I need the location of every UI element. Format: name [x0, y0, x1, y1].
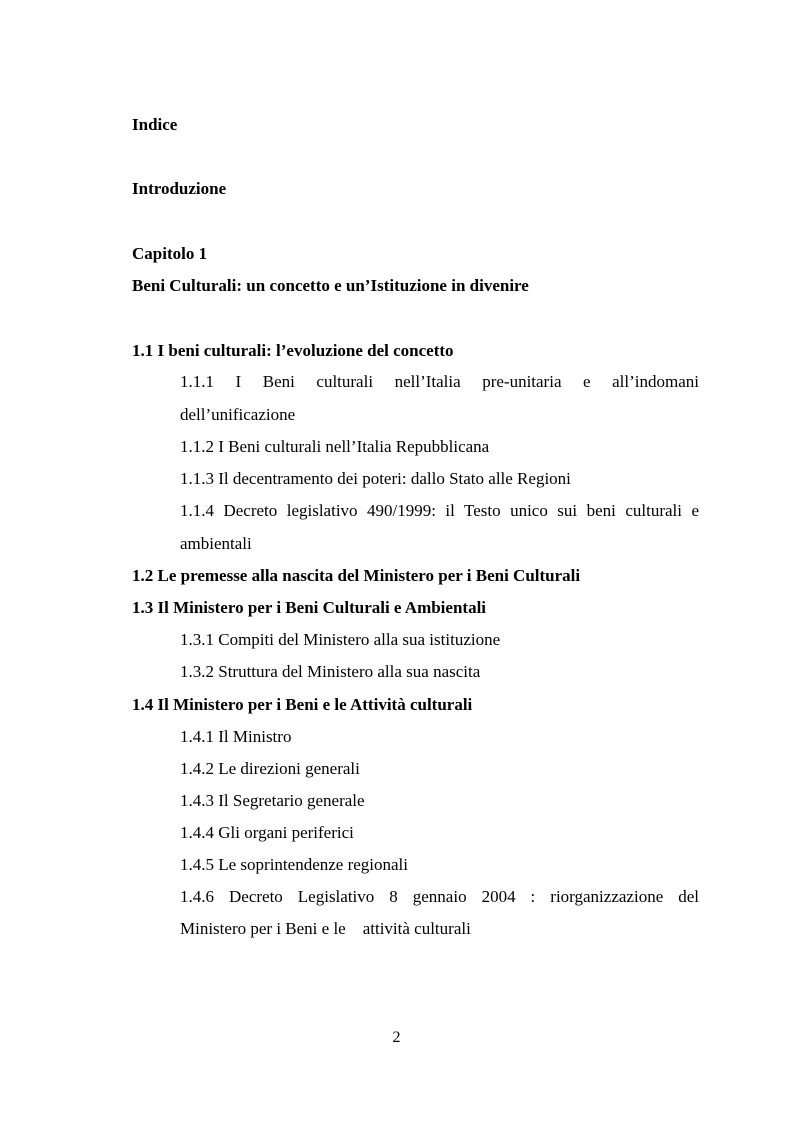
subsection-1-1-2: 1.1.2 I Beni culturali nell’Italia Repubblicana — [180, 437, 490, 456]
subsection-1-1-4-cont: ambientali — [180, 534, 252, 553]
subsection-1-4-6: 1.4.6 Decreto Legislativo 8 gennaio 2004 : riorganizzazione del — [180, 887, 699, 906]
page-number: 2 — [392, 1029, 401, 1046]
subsection-1-1-1: 1.1.1 I Beni culturali nell’Italia pre-unitaria e all’indomani — [180, 372, 699, 391]
subsection-1-4-5: 1.4.5 Le soprintendenze regionali — [180, 855, 409, 874]
subsection-1-3-2: 1.3.2 Struttura del Ministero alla sua nascita — [180, 662, 481, 681]
subsection-1-4-1: 1.4.1 Il Ministro — [180, 727, 292, 746]
chapter-title: Beni Culturali: un concetto e un’Istituzione in divenire — [132, 276, 529, 295]
subsection-1-1-1-cont: dell’unificazione — [180, 405, 296, 424]
subsection-1-4-4: 1.4.4 Gli organi periferici — [180, 823, 354, 842]
subsection-1-3-1: 1.3.1 Compiti del Ministero alla sua istituzione — [180, 630, 501, 649]
section-1-1: 1.1 I beni culturali: l’evoluzione del concetto — [132, 341, 454, 360]
introduction-entry: Introduzione — [132, 179, 227, 198]
subsection-1-4-6-cont: Ministero per i Beni e le attività culturali — [180, 919, 471, 938]
subsection-1-1-4: 1.1.4 Decreto legislativo 490/1999: il Testo unico sui beni culturali e — [180, 501, 699, 520]
subsection-1-1-3: 1.1.3 Il decentramento dei poteri: dallo Stato alle Regioni — [180, 469, 571, 488]
subsection-1-4-2: 1.4.2 Le direzioni generali — [180, 759, 360, 778]
subsection-1-4-3: 1.4.3 Il Segretario generale — [180, 791, 365, 810]
section-1-2: 1.2 Le premesse alla nascita del Ministero per i Beni Culturali — [132, 566, 581, 585]
section-1-4: 1.4 Il Ministero per i Beni e le Attività culturali — [132, 695, 473, 714]
chapter-label: Capitolo 1 — [132, 244, 208, 263]
index-heading: Indice — [132, 115, 178, 134]
section-1-3: 1.3 Il Ministero per i Beni Culturali e Ambientali — [132, 598, 487, 617]
